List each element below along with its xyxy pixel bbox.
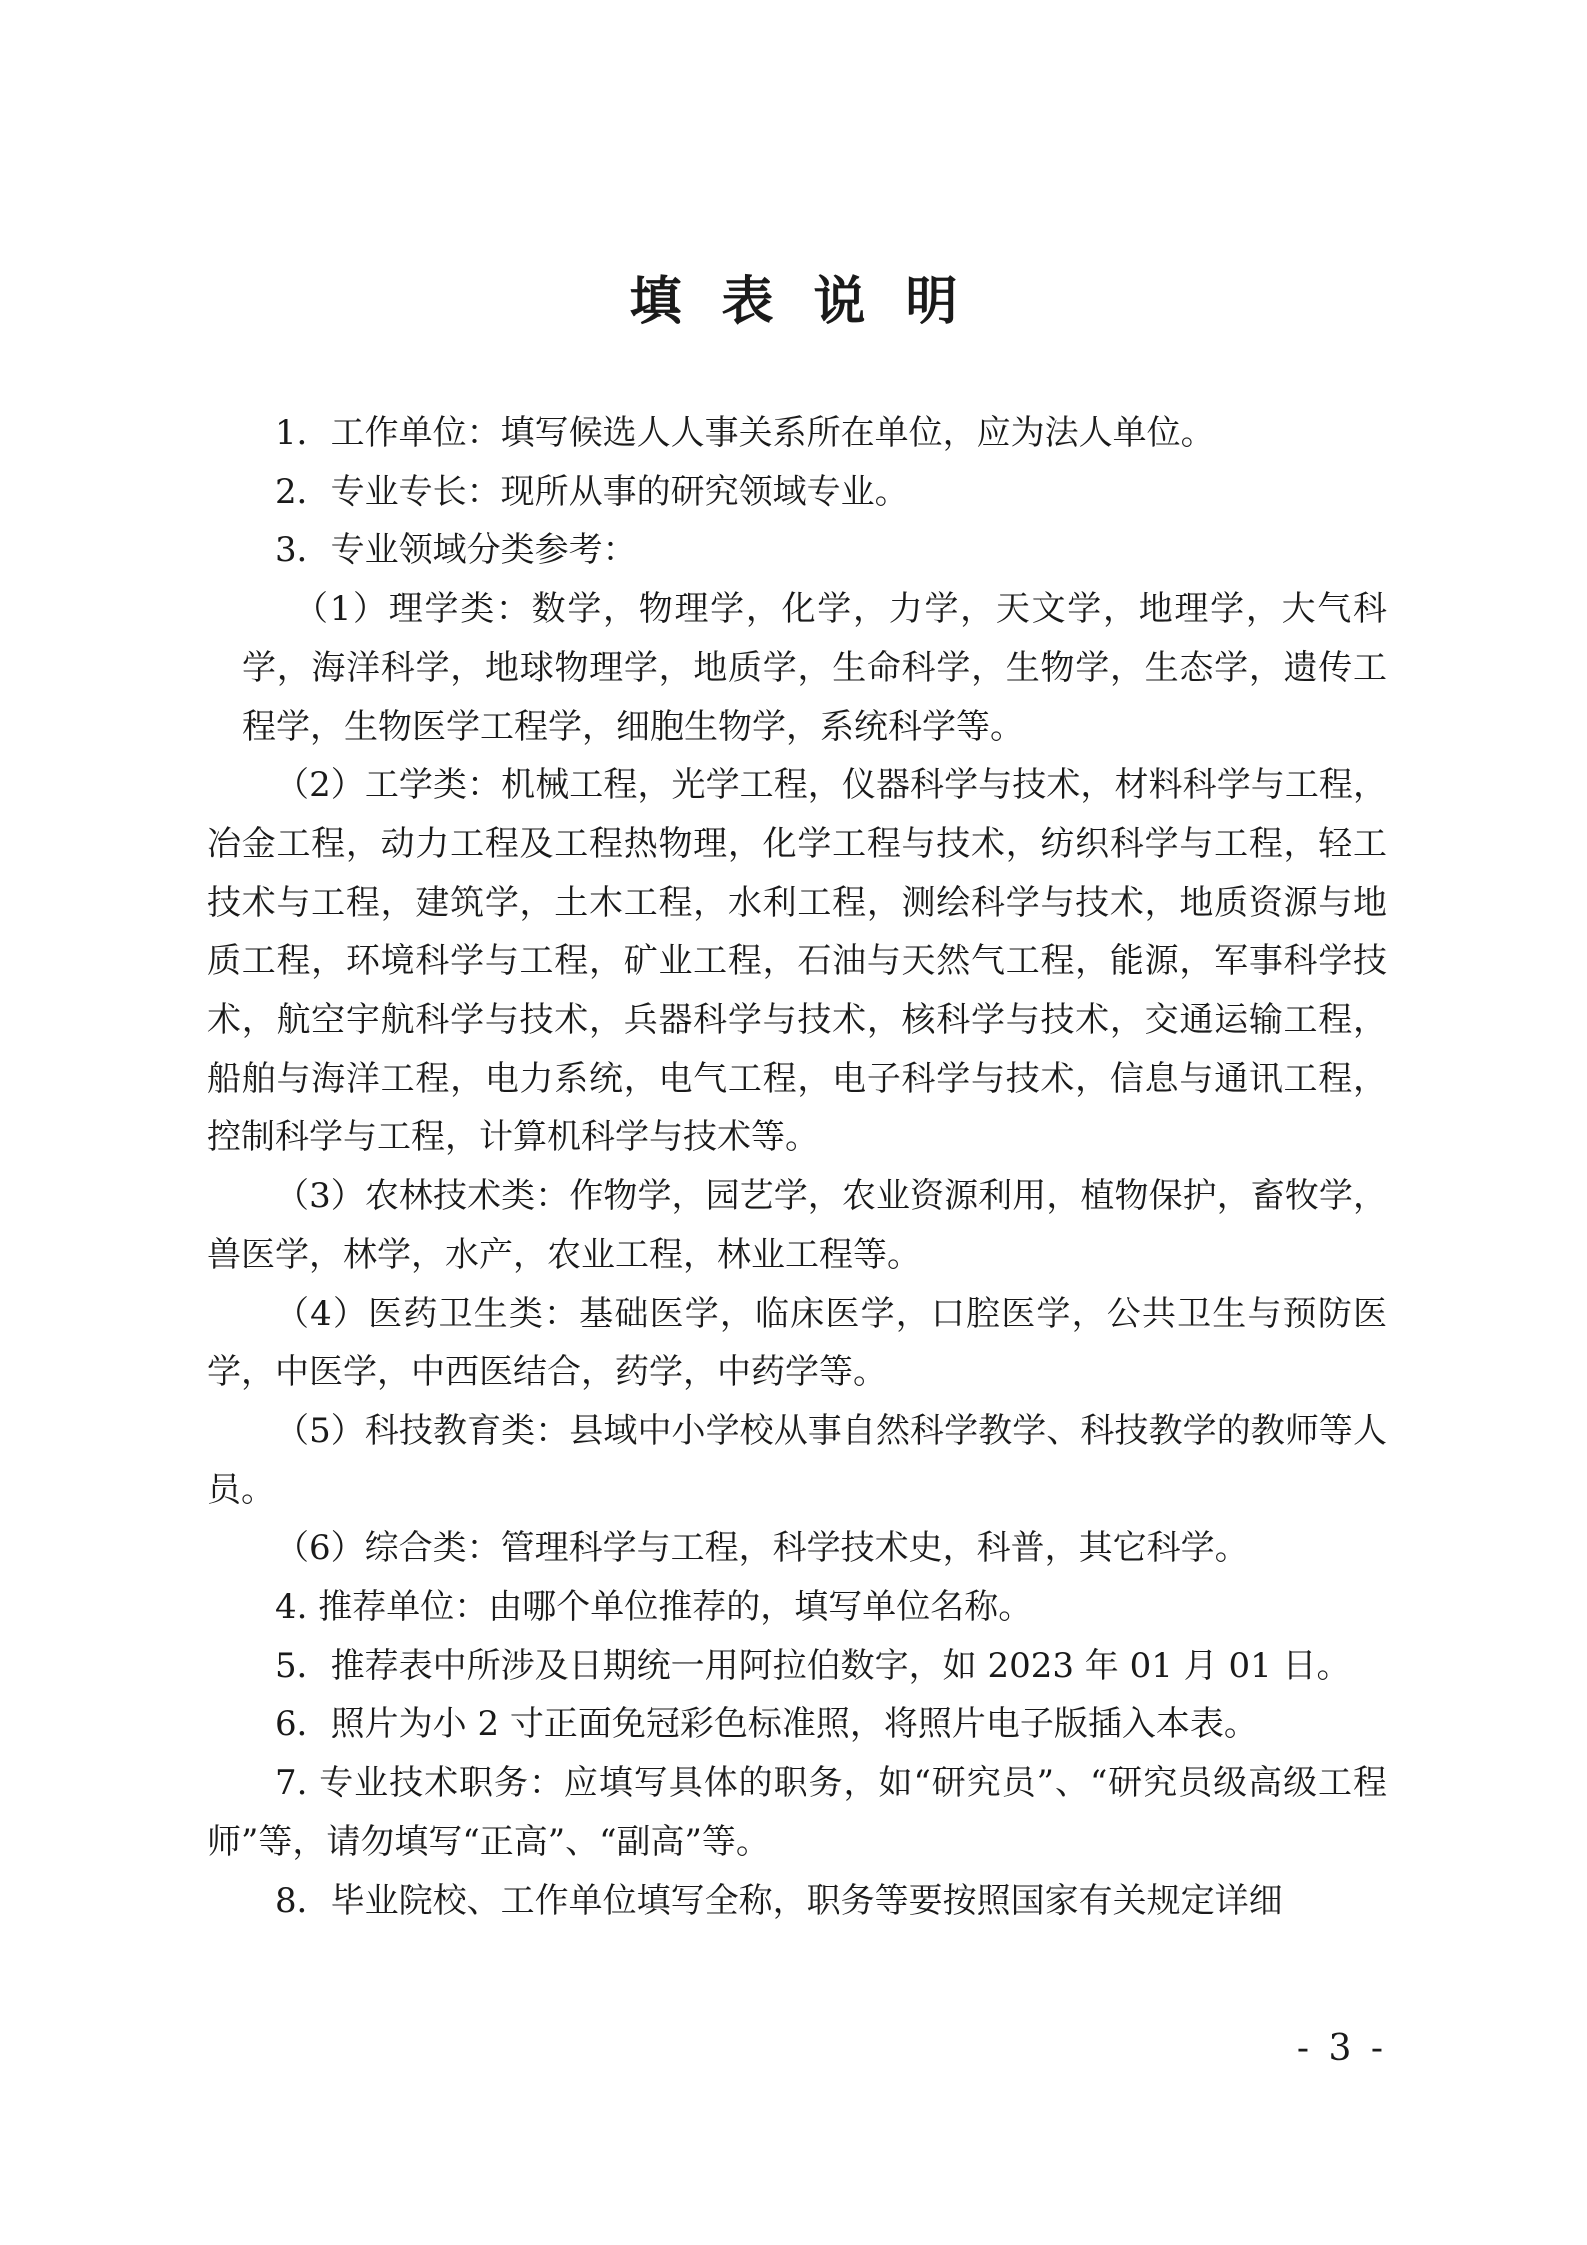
category-agriculture: （3）农林技术类：作物学，园艺学，农业资源利用，植物保护，畜牧学，兽医学，林学，水产，农业工程，林业工程等。 (207, 1176, 1387, 1275)
instruction-item-6: 6．照片为小 2 寸正面免冠彩色标准照，将照片电子版插入本表。 (275, 1704, 1258, 1745)
instruction-item-7: 7. 专业技术职务：应填写具体的职务，如“研究员”、“研究员级高级工程师”等，请勿填写“正高”、“副高”等。 (207, 1763, 1387, 1862)
instruction-item-8: 8．毕业院校、工作单位填写全称，职务等要按照国家有关规定详细 (275, 1880, 1283, 1921)
category-science: （1）理学类：数学，物理学，化学，力学，天文学，地理学，大气科学，海洋科学，地球物理学，地质学，生命科学，生物学，生态学，遗传工程学，生物医学工程学，细胞生物学，系统科学等。 (242, 589, 1387, 747)
instruction-item-3: 3．专业领域分类参考： (275, 530, 637, 571)
category-engineering: （2）工学类：机械工程，光学工程，仪器科学与技术，材料科学与工程，冶金工程，动力工程及工程热物理，化学工程与技术，纺织科学与工程，轻工技术与工程，建筑学，土木工程，水利工程，测绘科学与技术，地质资源与地质工程，环境科学与工程，矿业工程，石油与天然气工程，能源，军事科学技术，航空宇航科学与技术，兵器科学与技术，核科学与技术，交通运输工程，船舶与海洋工程，电力系统，电气工程，电子科学与技术，信息与通讯工程，控制科学与工程，计算机科学与技术等。 (207, 765, 1387, 1158)
page-number: - 3 - (1296, 2028, 1387, 2069)
instructions-body (207, 404, 1387, 1930)
category-education: （5）科技教育类：县域中小学校从事自然科学教学、科技教学的教师等人员。 (207, 1410, 1387, 1510)
category-medicine: （4）医药卫生类：基础医学，临床医学，口腔医学，公共卫生与预防医学，中医学，中西医结合，药学，中药学等。 (207, 1293, 1387, 1393)
document-title: 填表说明 (629, 271, 998, 332)
instruction-item-5: 5．推荐表中所涉及日期统一用阿拉伯数字，如 2023 年 01 月 01 日。 (275, 1645, 1351, 1686)
instruction-item-4: 4. 推荐单位：由哪个单位推荐的，填写单位名称。 (275, 1587, 1033, 1628)
instruction-item-1: 1．工作单位：填写候选人人事关系所在单位，应为法人单位。 (275, 413, 1215, 453)
instruction-item-2: 2．专业专长：现所从事的研究领域专业。 (275, 471, 909, 512)
category-comprehensive: （6）综合类：管理科学与工程，科学技术史，科普，其它科学。 (275, 1528, 1249, 1569)
